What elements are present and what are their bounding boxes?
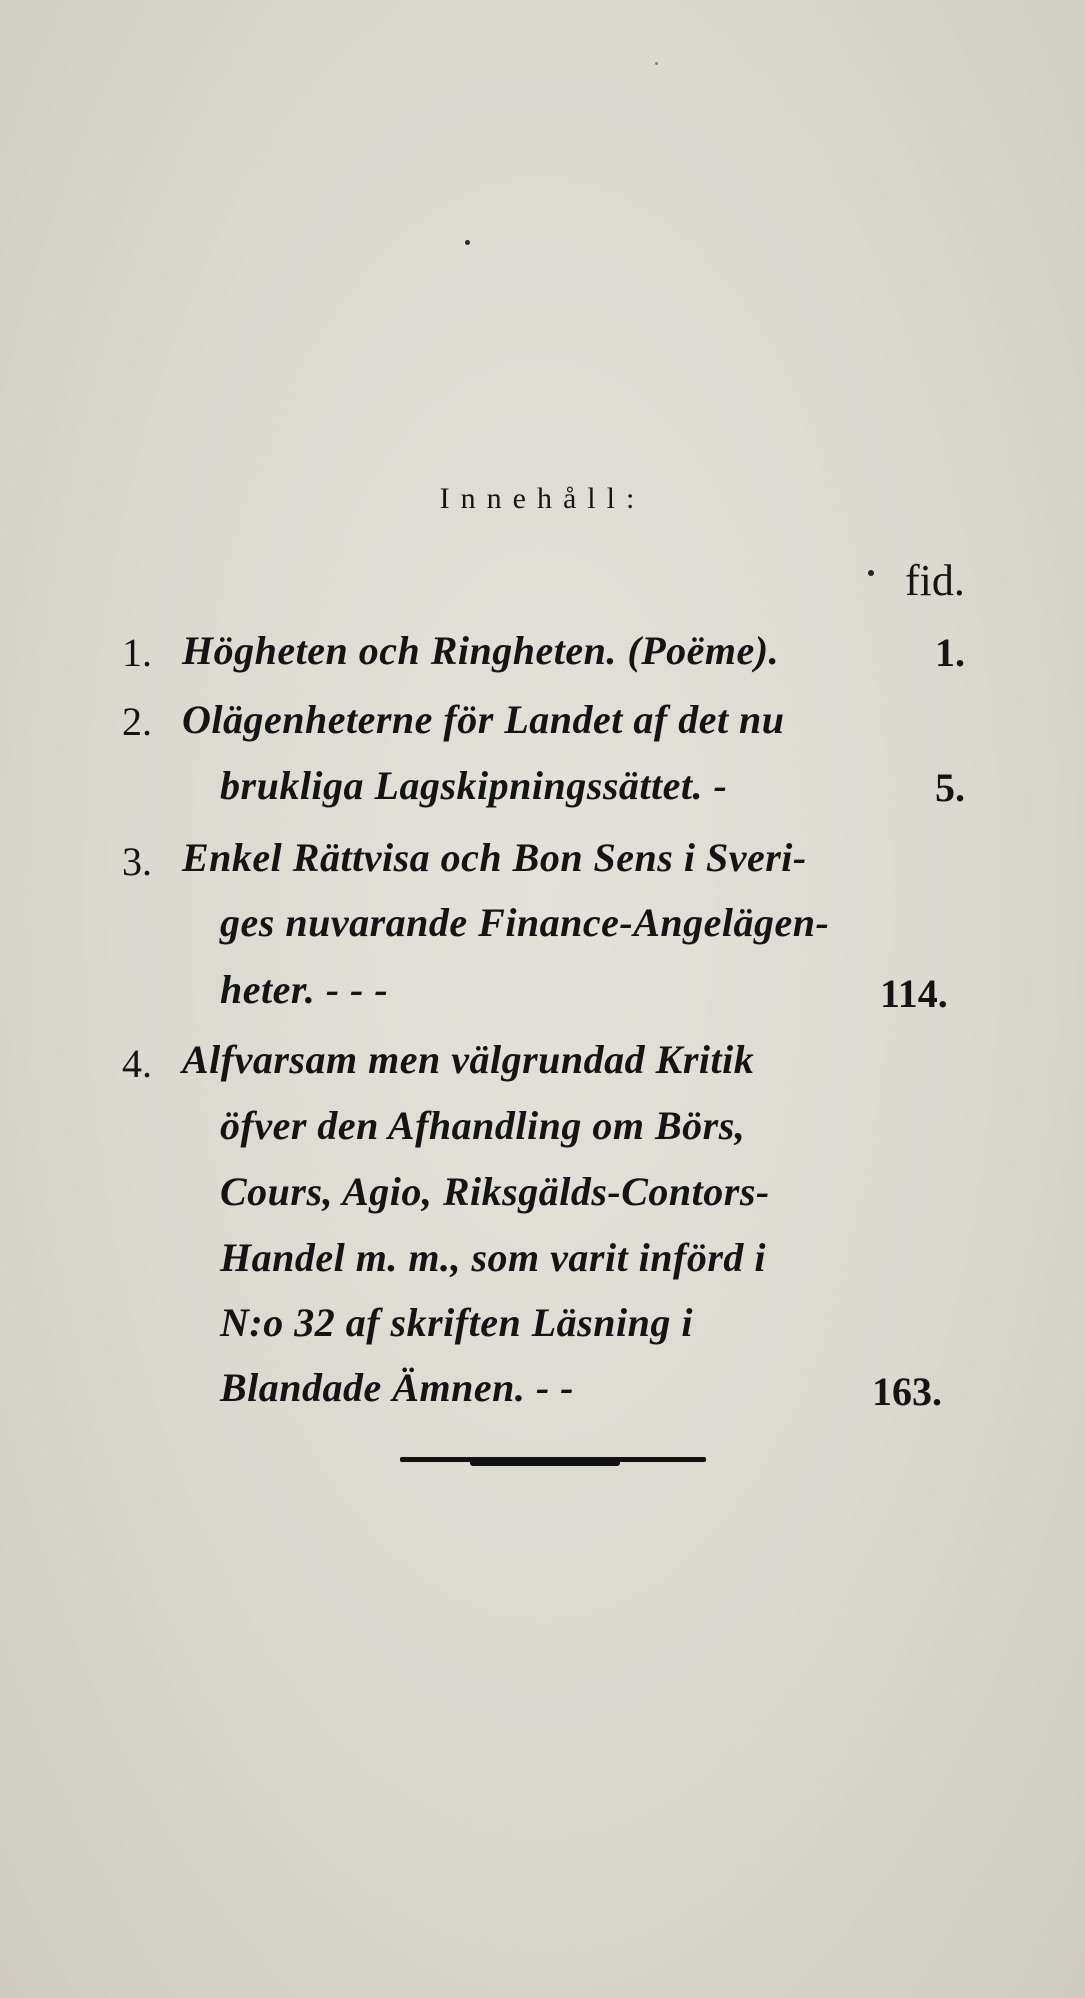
entry-4-line-3: Cours, Agio, Riksgälds-Contors- — [220, 1169, 770, 1214]
entry-2-line-1: Olägenheterne för Landet af det nu — [182, 697, 785, 742]
section-divider — [400, 1457, 706, 1462]
entry-4-page: 163. — [872, 1369, 942, 1414]
entry-4-line-4: Handel m. m., som varit införd i — [220, 1235, 767, 1280]
entry-2-line-2: brukliga Lagskipningssättet. - — [220, 763, 728, 808]
entry-2-page: 5. — [935, 765, 965, 810]
paper-speck — [655, 62, 658, 65]
entry-4-number: 4. — [122, 1041, 152, 1086]
paper-speck — [465, 240, 470, 245]
page-column-label: fid. — [905, 556, 965, 605]
entry-3-page: 114. — [880, 971, 948, 1016]
entry-4-line-6: Blandade Ämnen. - - — [220, 1365, 574, 1410]
sid-dot — [868, 570, 874, 576]
entry-1-page: 1. — [935, 630, 965, 675]
entry-4-line-1: Alfvarsam men välgrundad Kritik — [182, 1037, 755, 1082]
entry-4-line-5: N:o 32 af skriften Läsning i — [220, 1300, 693, 1345]
page-title: Innehåll: — [439, 482, 646, 515]
entry-2-number: 2. — [122, 699, 152, 744]
entry-4-line-2: öfver den Afhandling om Börs, — [220, 1103, 746, 1148]
entry-1-line-1: Högheten och Ringheten. (Poëme). — [182, 628, 780, 673]
entry-3-line-3: heter. - - - — [220, 967, 389, 1012]
entry-1-number: 1. — [122, 630, 152, 675]
entry-3-line-1: Enkel Rättvisa och Bon Sens i Sveri- — [182, 835, 807, 880]
entry-3-number: 3. — [122, 839, 152, 884]
entry-3-line-2: ges nuvarande Finance-Angelägen- — [220, 900, 830, 945]
